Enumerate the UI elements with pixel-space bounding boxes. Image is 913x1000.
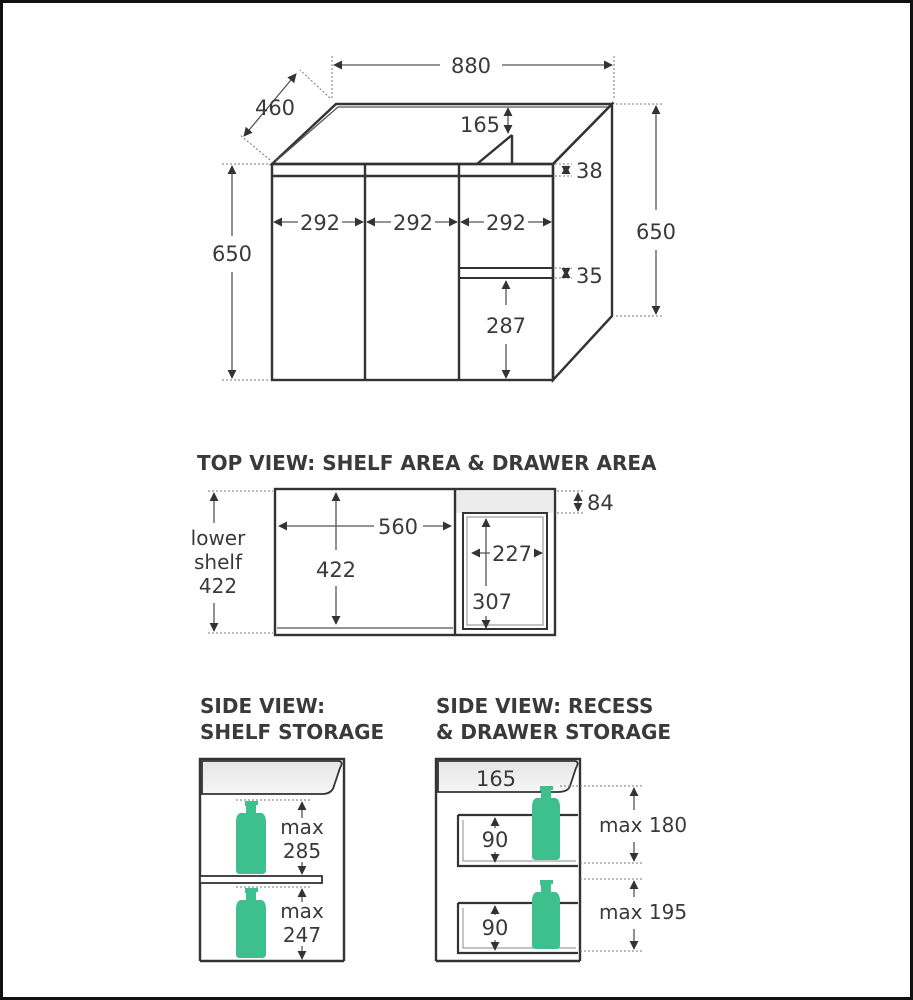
width-label: 880	[450, 54, 492, 78]
height-right-label: 650	[635, 220, 677, 244]
recess-label: 165	[459, 113, 501, 137]
max-180-label: max 180	[598, 813, 688, 837]
max-bottom-line1: max	[280, 899, 324, 923]
recess-depth-label: 165	[475, 767, 517, 791]
side-shelf-heading-line2: SHELF STORAGE	[200, 720, 385, 744]
max-top-line1: max	[280, 815, 324, 839]
lower-shelf-line2: shelf	[194, 550, 242, 574]
lower-shelf-line3: 422	[198, 574, 238, 598]
side-recess-heading-line2: & DRAWER STORAGE	[436, 720, 672, 744]
upper-drawer-inner-label: 90	[481, 828, 509, 852]
top-view	[191, 451, 657, 635]
side-shelf-heading-line1: SIDE VIEW:	[200, 694, 326, 718]
cabinet-front-face	[272, 164, 553, 380]
bottle-icon	[532, 786, 560, 860]
shelf-width-label: 560	[377, 515, 419, 539]
front-view	[212, 54, 676, 380]
drawer-width-label: 227	[491, 542, 533, 566]
max-top-line2: 285	[282, 839, 322, 863]
depth-label: 460	[254, 96, 296, 120]
max-bottom-line2: 247	[282, 923, 322, 947]
door-width-2-label: 292	[392, 211, 434, 235]
height-left-label: 650	[211, 242, 253, 266]
bottle-icon	[236, 888, 266, 958]
bottle-icon	[532, 880, 560, 949]
drawer-height-label: 287	[485, 314, 527, 338]
side-shelf-board	[200, 876, 322, 883]
drawer-top-label: 84	[587, 491, 614, 515]
side-recess-heading-line1: SIDE VIEW: RECESS	[436, 694, 654, 718]
drawer-depth-label: 307	[471, 590, 513, 614]
cabinet-side-face	[553, 104, 612, 380]
door-width-3-label: 292	[485, 211, 527, 235]
side-view-recess	[436, 694, 687, 961]
shelf-depth-label: 422	[315, 558, 357, 582]
drawer-strip	[459, 268, 553, 278]
bottle-icon	[236, 801, 266, 874]
side-view-shelf	[200, 694, 384, 961]
max-195-label: max 195	[598, 900, 688, 924]
lower-drawer-inner-label: 90	[481, 916, 509, 940]
drawer-strip-label: 35	[576, 264, 603, 288]
door-width-1-label: 292	[299, 211, 341, 235]
lower-shelf-line1: lower	[190, 526, 246, 550]
top-strip-label: 38	[576, 159, 603, 183]
top-view-heading: TOP VIEW: SHELF AREA & DRAWER AREA	[197, 451, 657, 475]
